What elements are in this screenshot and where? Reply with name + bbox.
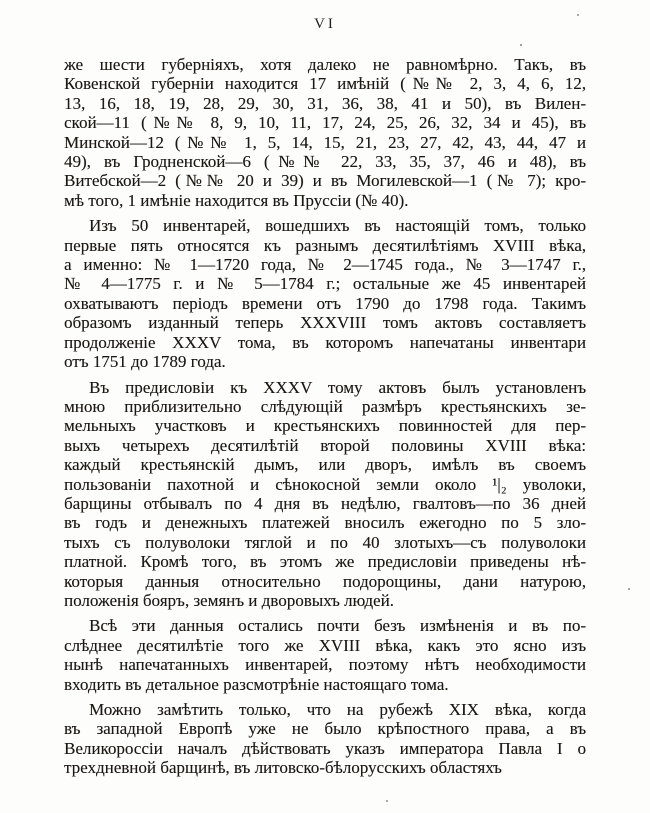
text-line: 49), въ Гродненской—6 (№№ 22, 33, 35, 37, 46 и 48), въ [64, 152, 586, 172]
text-line: 13, 16, 18, 19, 28, 29, 30, 31, 36, 38, 41 и 50), въ Вилен- [64, 93, 586, 113]
scan-speck [628, 588, 630, 590]
text-line: № 4—1775 г. и № 5—1784 г.; остальные же 45 инвентарей [64, 274, 586, 294]
text-line: Всѣ эти данныя остались почти безъ измѣненія и въ по- [89, 616, 586, 636]
text-line: входить въ детальное разсмотрѣніе настоящаго тома. [64, 674, 449, 694]
text-line: а именно: № 1—1720 года, № 2—1745 года., № 3—1747 г., [64, 255, 586, 275]
paragraph [64, 55, 586, 210]
paragraph [64, 216, 586, 371]
scan-speck [577, 14, 579, 16]
text-line: тыхъ съ полуволоки тяглой и по 40 злотыхъ—съ полуволоки [64, 532, 586, 552]
text-line: мною приблизительно слѣдующій размѣръ крестьянскихъ зе- [64, 396, 586, 416]
text-line: трехдневной барщинѣ, въ литовско-бѣлорусскихъ областяхъ [64, 758, 502, 778]
paragraph [64, 700, 586, 778]
text-line: пользованіи пахотной и сѣнокосной земли около ¹|₂ уволоки, [64, 474, 586, 494]
text-line: слѣднее десятилѣтіе того же XVIII вѣка, какъ это ясно изъ [64, 635, 586, 655]
text-line: въ западной Европѣ уже не было крѣпостного права, а въ [64, 719, 586, 739]
text-line: ской—11 (№№ 8, 9, 10, 11, 17, 24, 25, 26, 32, 34 и 45), въ [64, 113, 586, 133]
text-line: Минской—12 (№№ 1, 5, 14, 15, 21, 23, 27, 42, 43, 44, 47 и [64, 132, 586, 152]
text-line: Можно замѣтить только, что на рубежѣ XIX вѣка, когда [89, 700, 586, 719]
text-block [64, 55, 586, 784]
text-line: первые пять относятся къ разнымъ десятилѣтіямъ XVIII вѣка, [64, 235, 586, 255]
page-number: VI [314, 16, 336, 32]
scan-speck [520, 44, 522, 46]
text-line: Въ предисловіи къ XXXV тому актовъ былъ установленъ [89, 377, 586, 397]
text-line: же шести губерніяхъ, хотя далеко не равномѣрно. Такъ, въ [64, 55, 586, 74]
text-line: Великороссіи началъ дѣйствовать указъ императора Павла I о [64, 738, 586, 758]
paragraph [64, 378, 586, 611]
text-line: мѣ того, 1 имѣніе находится въ Пруссіи (№ 40). [64, 190, 409, 210]
text-line: положенія бояръ, земянъ и дворовыхъ людей. [64, 590, 394, 610]
text-line: охватываютъ періодъ времени отъ 1790 до 1798 года. Такимъ [64, 293, 586, 313]
paragraph [64, 616, 586, 694]
text-line: въ годъ и денежныхъ платежей вносилъ ежегодно по 5 зло- [64, 513, 586, 533]
text-line: мельныхъ участковъ и крестьянскихъ повинностей для пер- [64, 416, 586, 436]
text-line: отъ 1751 до 1789 года. [64, 352, 226, 372]
text-line: Витебской—2 (№№ 20 и 39) и въ Могилевской—1 (№ 7); кро- [64, 171, 586, 191]
text-line: выхъ четырехъ десятилѣтій второй половины XVIII вѣка: [64, 435, 586, 455]
text-line: каждый крестьянскій дымъ, или дворъ, имѣлъ въ своемъ [64, 455, 586, 475]
text-line: Изъ 50 инвентарей, вошедшихъ въ настоящій томъ, только [89, 216, 586, 236]
text-line: продолженіе XXXV тома, въ которомъ напечатаны инвентари [64, 332, 586, 352]
text-line: барщины отбывалъ по 4 дня въ недѣлю, гвалтовъ—по 36 дней [64, 493, 586, 513]
text-line: Ковенской губерніи находится 17 имѣній (№№ 2, 3, 4, 6, 12, [64, 74, 586, 94]
text-line: образомъ изданный теперь XXXVIII томъ актовъ составляетъ [64, 313, 586, 333]
text-line: которыя данныя относительно подорощины, дани натурою, [64, 571, 586, 591]
scan-speck [386, 800, 388, 802]
text-line: платной. Кромѣ того, въ этомъ же предисловіи приведены нѣ- [64, 552, 586, 572]
text-line: нынѣ напечатанныхъ инвентарей, поэтому нѣтъ необходимости [64, 655, 586, 675]
